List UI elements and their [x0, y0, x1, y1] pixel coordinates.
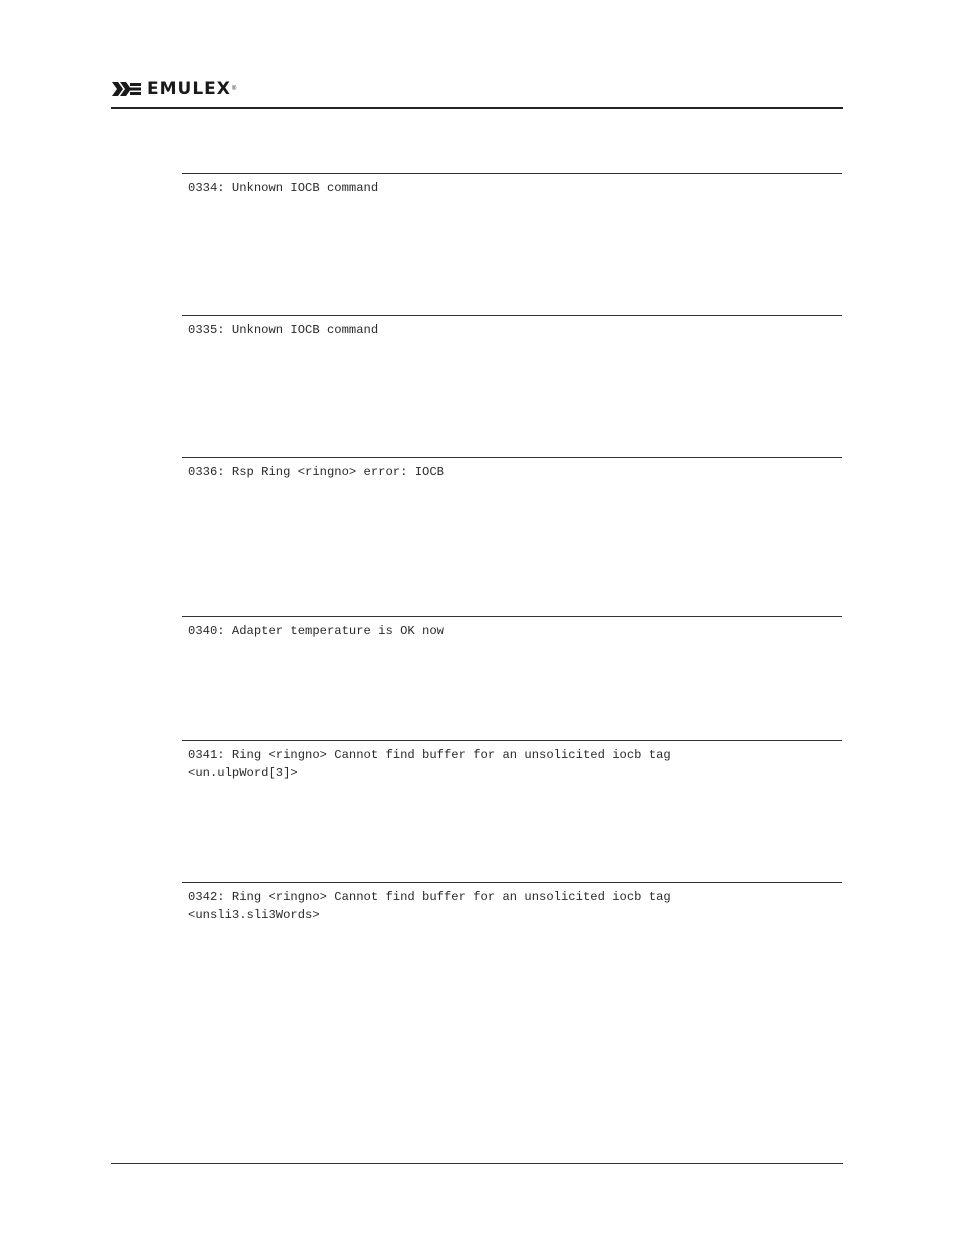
entry-rule — [182, 457, 842, 458]
footer-rule — [111, 1163, 843, 1164]
log-message-text: 0334: Unknown IOCB command — [188, 181, 379, 195]
entry-rule — [182, 616, 842, 617]
log-message-text: 0335: Unknown IOCB command — [188, 323, 379, 337]
log-message-entry — [182, 457, 842, 481]
logo-trademark: ® — [231, 86, 237, 92]
log-message-text: 0342: Ring <ringno> Cannot find buffer for an unsolicited iocb tag <unsli3.sli3Words> — [188, 890, 671, 922]
logo-wordmark: EMULEX — [147, 79, 231, 99]
emulex-logo — [111, 80, 236, 98]
log-message-text: 0340: Adapter temperature is OK now — [188, 624, 444, 638]
entry-rule — [182, 173, 842, 174]
header-rule — [111, 107, 843, 109]
page-header — [111, 76, 843, 110]
log-message-text: 0336: Rsp Ring <ringno> error: IOCB — [188, 465, 444, 479]
log-message-entry — [182, 315, 842, 339]
entry-rule — [182, 315, 842, 316]
log-message-text: 0341: Ring <ringno> Cannot find buffer for an unsolicited iocb tag <un.ulpWord[3]> — [188, 748, 671, 780]
log-message-entry — [182, 882, 842, 924]
entry-rule — [182, 882, 842, 883]
log-message-entry — [182, 173, 842, 197]
entry-rule — [182, 740, 842, 741]
emulex-mark-icon — [111, 81, 143, 97]
log-message-entry — [182, 616, 842, 640]
log-message-entry — [182, 740, 842, 782]
